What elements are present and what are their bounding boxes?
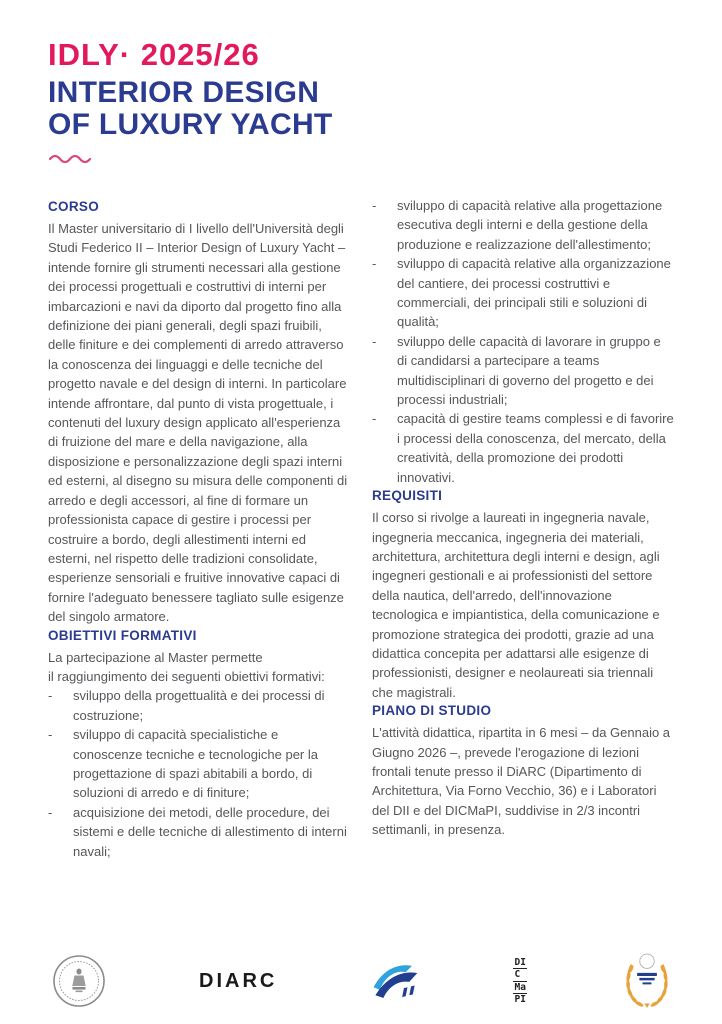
dicmapi-row: Ma [514,981,526,993]
bullet-item [48,803,348,861]
obiettivi-intro-line-1: La partecipazione al Master permette [48,649,263,665]
program-logo-text: IDLY· 2025/26 [48,37,260,72]
bullet-text: sviluppo delle capacità di lavorare in gruppo e di candidarsi a partecipare a teams multidisciplinari di governo del progetto e dei processi industriali; [397,333,661,408]
bullet-dash: - [372,256,377,272]
dicmapi-row: PI [514,994,526,1005]
bullet-text: sviluppo di capacità relative alla organizzazione del cantiere, dei processi costruttivi e commerciali, dei principali stili e soluzioni di qualità; [397,256,671,330]
bullet-text: acquisizione dei metodi, delle procedure, dei sistemi e delle tecniche di allestimento di interni navali; [73,804,347,859]
dicmapi-logo [513,957,526,1006]
bullet-dash: - [372,198,377,213]
piano-body-text: L'attività didattica, ripartita in 6 mesi – da Gennaio a Giugno 2026 –, prevede l'erogazione di lezioni frontali tenute presso il DiARC (Dipartimento di Architettura, Via Forno Vecchio, 36) e i Laboratori del DII e del DICMaPI, suddivise in 2/3 incontri settimanli, in presenza. [372,725,671,838]
section-heading-corso: CORSO [48,199,100,214]
universita-federico-ii-seal-icon [52,954,106,1008]
dii-swoosh-icon [370,958,420,1004]
bullet-item [48,686,348,725]
bullet-item [48,725,348,803]
footer-logos [52,942,674,1020]
bullet-item [372,409,674,487]
section-heading-obiettivi: OBIETTIVI FORMATIVI [48,627,197,643]
obiettivi-bullet-list-right [372,196,674,487]
dicmapi-row: DI [514,956,526,968]
bullet-dash: - [372,333,377,349]
bullet-text: capacità di gestire teams complessi e di favorire i processi della conoscenza, del mercato, della creatività, della promozione dei prodotti innovativi. [397,411,674,485]
bullet-item [372,254,674,332]
bullet-item [372,332,674,410]
bullet-dash: - [48,688,53,704]
bullet-dash: - [372,411,377,427]
laurel-wreath-icon [620,950,674,1012]
requisiti-body-text: Il corso si rivolge a laureati in ingegneria navale, ingegneria meccanica, ingegneria dei materiali, architettura, architettura degli interni e design, agli ingegneri gestionali e ai professionisti del settore della nautica, dell'arredo, dell'innovazione tecnologica e impiantistica, della comunicazione e promozione strategica dei prodotti, grazie ad una didattica concepita per adattarsi alle esigenze di professionisti, designer e neolaureati sia triennali che magistrali. [372,510,660,700]
obiettivi-intro [48,648,348,687]
dicmapi-row: C [513,969,526,982]
section-heading-requisiti: REQUISITI [372,488,443,504]
bullet-text: sviluppo di capacità relative alla progettazione esecutiva degli interni e della gestione della produzione e realizzazione dell'allestimento; [397,198,663,252]
bullet-dash: - [48,804,53,820]
section-heading-piano: PIANO DI STUDIO [372,703,492,719]
bullet-text: sviluppo di capacità specialistiche e conoscenze tecniche e tecnologiche per la progettazione di spazi abitabili a bordo, di soluzioni di arredo e di finiture; [73,727,318,801]
title-line-1: INTERIOR DESIGN [48,76,320,109]
obiettivi-intro-line-2: il raggiungimento dei seguenti obiettivi formativi: [48,668,325,684]
column-right [372,196,674,840]
bullet-dash: - [48,727,53,743]
diarc-logo [199,970,277,993]
wave-squiggle-icon [48,150,94,171]
page-title [48,77,333,141]
header-brand [48,38,333,141]
bullet-item [372,196,674,254]
column-left [48,198,348,861]
diarc-logo-text: DIARC [199,969,278,992]
title-line-2: OF LUXURY YACHT [48,108,333,141]
corso-body-text: Il Master universitario di I livello dell'Università degli Studi Federico II – Interior Design of Luxury Yacht – intende fornire gli strumenti necessari alla gestione dei processi progettuali e costruttivi di interni per imbarcazioni e navi da diporto dal progetto fino alla definizione dei piani generali, degli spazi fruibili, delle finiture e dei complementi di arredo attraverso la conoscenza dei linguaggi e delle tecniche del progetto navale e del design di interni. In particolare intende affrontare, dal punto di vista progettuale, i contenuti del luxury design applicato all'esperienza di fruizione del mare e della navigazione, alla disposizione e personalizzazione degli spazi interni ed esterni, al disegno su misura delle componenti di arredo e degli accessori, al fine di formare un professionista capace di gestire i processi per costruire a bordo, degli allestimenti interni ed esterni, nel rispetto delle tradizioni consolidate, esperienze sensoriali e fruitive innovative capaci di fornire l'adeguato benessere tagliato sulle esigenze del singolo armatore. [48,221,348,625]
obiettivi-bullet-list-left [48,686,348,861]
bullet-text: sviluppo della progettualità e dei processi di costruzione; [73,688,325,723]
